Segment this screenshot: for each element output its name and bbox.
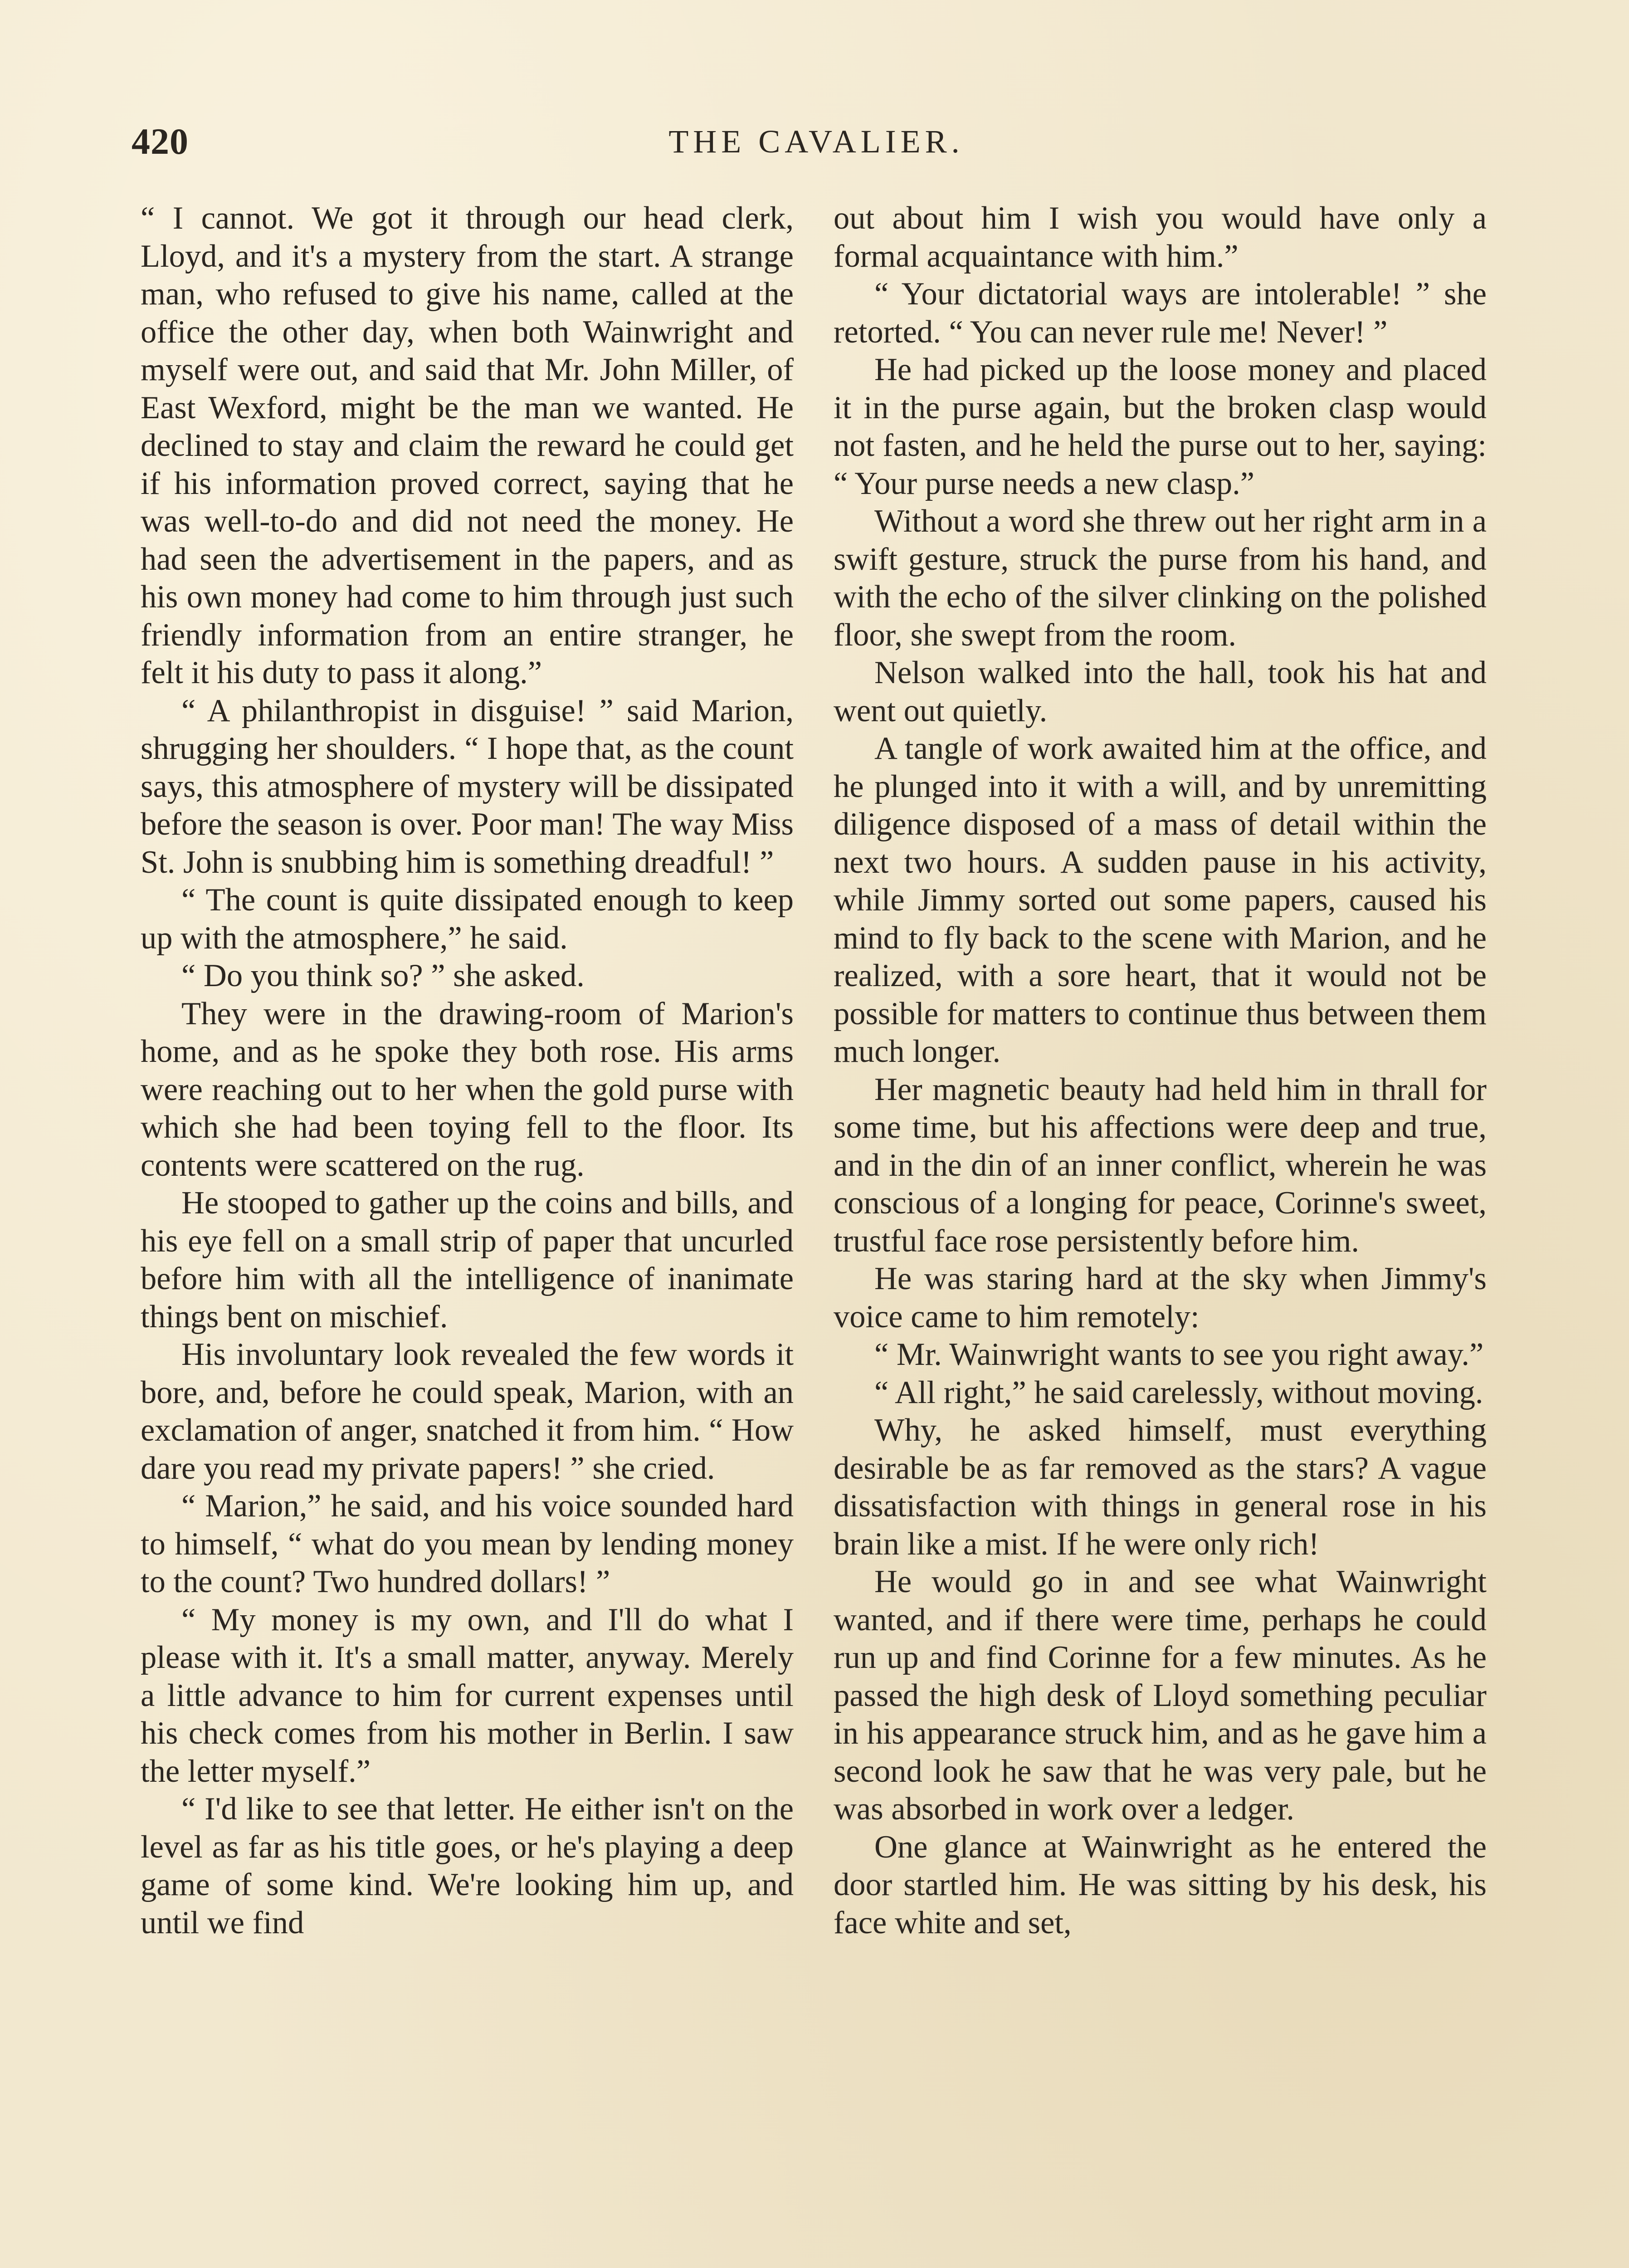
paragraph: “ Do you think so? ” she asked.	[181, 958, 585, 993]
paragraph: “ Your dictatorial ways are intolerable! ” she retorted. “ You can never rule me! Never! ”	[834, 276, 1487, 350]
paragraph: He had picked up the loose money and placed it in the purse again, but the broken clasp would not fasten, and he held the purse out to her, saying: “ Your purse needs a new clasp.”	[834, 352, 1487, 501]
paragraph: “ A philanthropist in disguise! ” said Marion, shrugging her shoulders. “ I hope that, as the count says, this atmosphere of mystery will be dissipated before the season is over. Poor man! The way Miss St. John is snubbing him is something dreadful! ”	[141, 693, 794, 880]
paragraph: His involuntary look revealed the few words it bore, and, before he could speak, Marion, with an exclamation of anger, snatched it from him. “ How dare you read my private papers! ” she cried.	[141, 1337, 794, 1486]
paragraph: “ I'd like to see that letter. He either isn't on the level as far as his title goes, or he's playing a deep game of some kind. We're looking him up, and until we find	[141, 1791, 794, 1941]
paragraph: He was staring hard at the sky when Jimmy's voice came to him remotely:	[834, 1261, 1487, 1334]
paragraph: out about him I wish you would have only a formal acquaintance with him.”	[834, 200, 1487, 274]
paragraph: He stooped to gather up the coins and bills, and his eye fell on a small strip of paper that uncurled before him with all the intelligence of inanimate things bent on mischief.	[141, 1185, 794, 1334]
paragraph: Nelson walked into the hall, took his hat and went out quietly.	[834, 655, 1487, 728]
paragraph: “ All right,” he said carelessly, without moving.	[874, 1374, 1483, 1410]
page-header	[132, 120, 1501, 170]
paragraph: He would go in and see what Wainwright wanted, and if there were time, perhaps he could run up and find Corinne for a few minutes. As he passed the high desk of Lloyd something peculiar in his appearance struck him, and as he gave him a second look he saw that he was very pale, but he was absorbed in work over a ledger.	[834, 1564, 1487, 1827]
paragraph: “ Marion,” he said, and his voice sounded hard to himself, “ what do you mean by lending money to the count? Two hundred dollars! ”	[141, 1488, 794, 1599]
right-column	[834, 200, 1487, 1942]
paragraph: “ I cannot. We got it through our head clerk, Lloyd, and it's a mystery from the start. A strange man, who refused to give his name, called at the office the other day, when both Wainwright and myself were out, and said that Mr. John Miller, of East Wexford, might be the man we wanted. He declined to stay and claim the reward he could get if his information proved correct, saying that he was well-to-do and did not need the money. He had seen the advertisement in the papers, and as his own money had come to him through just such friendly information from an entire stranger, he felt it his duty to pass it along.”	[141, 200, 794, 690]
running-title: THE CAVALIER.	[668, 123, 964, 160]
page-number: 420	[132, 121, 189, 162]
left-column	[141, 200, 794, 1942]
paragraph: Why, he asked himself, must everything desirable be as far removed as the stars? A vague dissatisfaction with things in general rose in his brain like a mist. If he were only rich!	[834, 1413, 1487, 1562]
paragraph: “ My money is my own, and I'll do what I please with it. It's a small matter, anyway. Merely a little advance to him for current expenses until his check comes from his mother in Berlin. I saw the letter myself.”	[141, 1602, 794, 1789]
paragraph: “ Mr. Wainwright wants to see you right away.”	[874, 1337, 1484, 1372]
paragraph: Her magnetic beauty had held him in thrall for some time, but his affections were deep and true, and in the din of an inner conflict, wherein he was conscious of a longing for peace, Corinne's sweet, trustful face rose persistently before him.	[834, 1071, 1487, 1259]
paragraph: One glance at Wainwright as he entered the door startled him. He was sitting by his desk, his face white and set,	[834, 1829, 1487, 1941]
paragraph: “ The count is quite dissipated enough to keep up with the atmosphere,” he said.	[141, 882, 794, 956]
paragraph: A tangle of work awaited him at the office, and he plunged into it with a will, and by unremitting diligence disposed of a mass of detail within the next two hours. A sudden pause in his activity, while Jimmy sorted out some papers, caused his mind to fly back to the scene with Marion, and he realized, with a sore heart, that it would not be possible for matters to continue thus between them much longer.	[834, 731, 1487, 1069]
paragraph: Without a word she threw out her right arm in a swift gesture, struck the purse from his hand, and with the echo of the silver clinking on the polished floor, she swept from the room.	[834, 503, 1487, 653]
paragraph: They were in the drawing-room of Marion's home, and as he spoke they both rose. His arms were reaching out to her when the gold purse with which she had been toying fell to the floor. Its contents were scattered on the rug.	[141, 996, 794, 1183]
